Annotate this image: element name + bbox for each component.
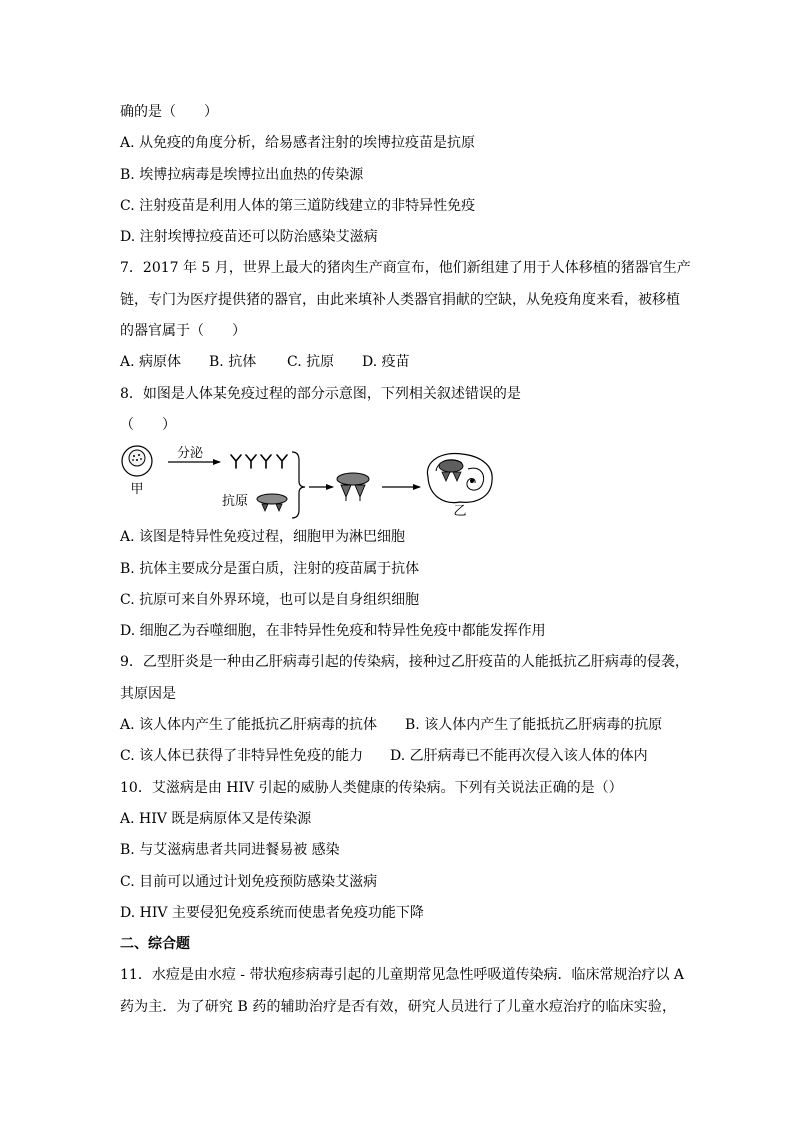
- grouping-brace: [292, 452, 305, 518]
- antibody-icon: [246, 455, 256, 468]
- antibody-icons: [231, 455, 287, 468]
- antibody-icon: [277, 455, 287, 468]
- q7-option-a: A. 病原体: [120, 354, 182, 371]
- section-title: 二、综合题: [120, 936, 190, 953]
- q6-stem: 确的是（ ）: [120, 104, 218, 120]
- q9-option-b: B. 该人体内产生了能抵抗乙肝病毒的抗原: [405, 717, 663, 734]
- antigen-label: 抗原: [222, 494, 249, 510]
- q7-option-b: B. 抗体: [209, 354, 257, 371]
- q7-stem-line-1: 7．2017 年 5 月，世界上最大的猪肉生产商宣布，他们新组建了用于人体移植的猪器官生产: [120, 260, 691, 277]
- q10-option-c: C. 目前可以通过计划免疫预防感染艾滋病: [120, 873, 378, 890]
- q8-stem-line-1: 8．如图是人体某免疫过程的部分示意图，下列相关叙述错误的是: [120, 385, 521, 402]
- q6-option-d: D. 注射埃博拉疫苗还可以防治感染艾滋病: [120, 229, 378, 246]
- q7-stem-line-2: 链，专门为医疗提供猪的器官，由此来填补人类器官捐献的空缺，从免疫角度来看，被移植: [120, 291, 680, 308]
- q9-stem-line-1: 9．乙型肝炎是一种由乙肝病毒引起的传染病，接种过乙肝疫苗的人能抵抗乙肝病毒的侵袭，: [120, 654, 689, 671]
- antibody-icon: [231, 455, 241, 468]
- q11-stem-line-2: 药为主．为了研究 B 药的辅助治疗是否有效，研究人员进行了儿童水痘治疗的临床实验，: [120, 998, 676, 1015]
- page-content: [120, 97, 691, 1023]
- q6-option-a: A. 从免疫的角度分析，给易感者注射的埃博拉疫苗是抗原: [120, 135, 476, 152]
- q9-options-row-1: [120, 710, 676, 741]
- q10-stem: 10．艾滋病是由 HIV 引起的威胁人类健康的传染病。下列有关说法正确的是（）: [120, 779, 623, 796]
- q9-option-d: D. 乙肝病毒已不能再次侵入该人体的体内: [390, 748, 648, 765]
- q8-stem-line-2: （ ）: [120, 416, 176, 433]
- q10-option-a: A. HIV 既是病原体又是传染源: [120, 810, 312, 827]
- q8-option-d: D. 细胞乙为吞噬细胞，在非特异性免疫和特异性免疫中都能发挥作用: [120, 623, 546, 640]
- cell-yi-illustration: [427, 454, 492, 503]
- antibody-icon: [261, 455, 271, 468]
- q11-stem-line-1: 11．水痘是由水痘 - 带状疱疹病毒引起的儿童期常见急性呼吸道传染病．临床常规治疗以 A: [120, 967, 685, 984]
- q7-stem-line-3: 的器官属于（ ）: [120, 323, 246, 340]
- immune-process-diagram: [120, 441, 676, 522]
- q10-option-b: B. 与艾滋病患者共同进餐易被 感染: [120, 842, 340, 859]
- antigen-icon: [257, 494, 287, 511]
- cell-jia-label: 甲: [130, 482, 144, 498]
- q7-options-row: [120, 347, 676, 378]
- q9-stem-line-2: 其原因是: [120, 685, 176, 702]
- q6-option-b: B. 埃博拉病毒是埃博拉出血热的传染源: [120, 166, 364, 183]
- q8-option-c: C. 抗原可来自外界环境，也可以是自身组织细胞: [120, 591, 420, 608]
- immune-process-figure: [120, 441, 676, 522]
- q9-option-a: A. 该人体内产生了能抵抗乙肝病毒的抗体: [120, 717, 378, 734]
- q9-options-row-2: [120, 741, 676, 772]
- q8-option-b: B. 抗体主要成分是蛋白质，注射的疫苗属于抗体: [120, 560, 420, 577]
- cell-jia-illustration: [122, 446, 152, 476]
- q7-option-c: C. 抗原: [287, 354, 335, 371]
- cell-yi-label: 乙: [453, 504, 467, 520]
- q8-option-a: A. 该图是特异性免疫过程，细胞甲为淋巴细胞: [120, 529, 406, 546]
- q6-option-c: C. 注射疫苗是利用人体的第三道防线建立的非特异性免疫: [120, 197, 476, 214]
- q10-option-d: D. HIV 主要侵犯免疫系统而使患者免疫功能下降: [120, 904, 424, 921]
- antigen-antibody-complex-icon: [337, 473, 369, 501]
- secrete-label: 分泌: [177, 446, 204, 462]
- q9-option-c: C. 该人体已获得了非特异性免疫的能力: [120, 748, 364, 765]
- q7-option-d: D. 疫苗: [362, 354, 410, 371]
